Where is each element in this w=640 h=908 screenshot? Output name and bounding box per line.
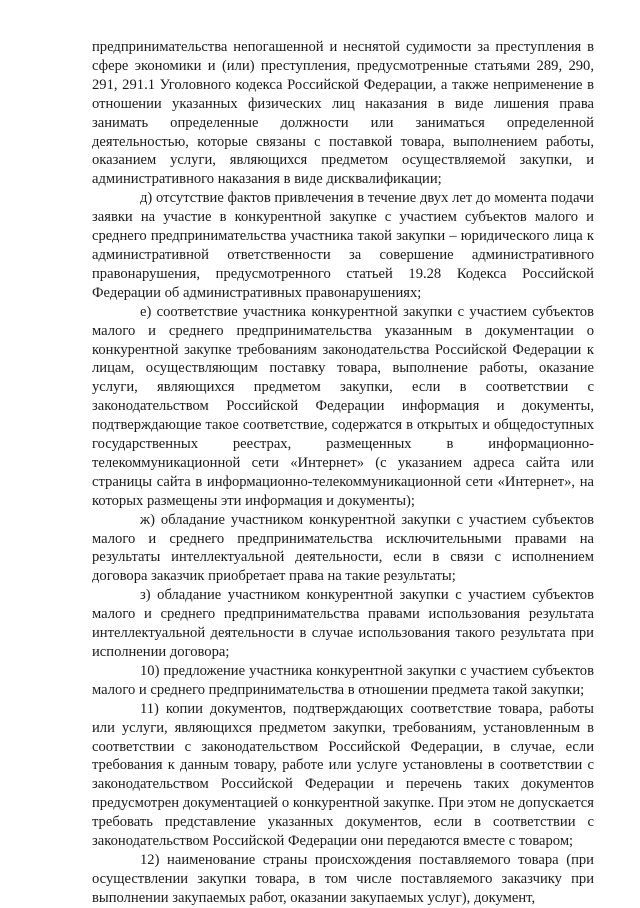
paragraph-item-e: е) соответствие участника конкурентной закупки с участием субъектов малого и среднего предпринимательства указанным в документации о конкурентной закупке требованиям законодательства Российской Федерации к лицам, осуществляющим поставку товара, выполнение работы, оказание услуги, являющихся предметом закупки, если в соответствии с законодательством Российской Федерации информация и документы, подтверждающие такое соответствие, содержатся в открытых и общедоступных государственных реестрах, размещенных в информационно-телекоммуникационной сети «Интернет» (с указанием адреса сайта или страницы сайта в информационно-телекоммуникационной сети «Интернет», на которых размещены эти информация и документы); [92,303,594,509]
paragraph-item-10: 10) предложение участника конкурентной закупки с участием субъектов малого и среднего предпринимательства в отношении предмета такой закупки; [92,662,594,698]
paragraph-item-12: 12) наименование страны происхождения поставляемого товара (при осуществлении закупки товара, в том числе поставляемого заказчику при выполнении закупаемых работ, оказании закупаемых услуг), документ, [92,851,594,906]
paragraph-continuation: предпринимательства непогашенной и неснятой судимости за преступления в сфере экономики и (или) преступления, предусмотренные статьями 289, 290, 291, 291.1 Уголовного кодекса Российской Федерации, а также неприменение в отношении указанных физических лиц наказания в виде лишения права занимать определенные должности или заниматься определенной деятельностью, которые связаны с поставкой товара, выполнением работы, оказанием услуги, являющихся предметом осуществляемой закупки, и административного наказания в виде дисквалификации; [92,39,594,188]
paragraph-item-zh: ж) обладание участником конкурентной закупки с участием субъектов малого и среднего предпринимательства исключительными правами на результаты интеллектуальной деятельности, если в связи с исполнением договора заказчик приобретает права на такие результаты; [92,511,594,585]
paragraph-item-11: 11) копии документов, подтверждающих соответствие товара, работы или услуги, являющихся предметом закупки, требованиям, установленным в соответствии с законодательством Российской Федерации, в случае, если требования к данным товару, работе или услуге установлены в соответствии с законодательством Российской Федерации и перечень таких документов предусмотрен документацией о конкурентной закупке. При этом не допускается требовать представление указанных документов, если в соответствии с законодательством Российской Федерации они передаются вместе с товаром; [92,700,594,850]
paragraph-item-z: з) обладание участником конкурентной закупки с участием субъектов малого и среднего предпринимательства правами использования результата интеллектуальной деятельности в случае использования такого результата при исполнении договора; [92,587,594,660]
document-page [92,38,594,908]
paragraph-item-d: д) отсутствие фактов привлечения в течение двух лет до момента подачи заявки на участие в конкурентной закупке с участием субъектов малого и среднего предпринимательства участника такой закупки – юридического лица к административной ответственности за совершение административного правонарушения, предусмотренного статьей 19.28 Кодекса Российской Федерации об административных правонарушениях; [92,190,594,301]
